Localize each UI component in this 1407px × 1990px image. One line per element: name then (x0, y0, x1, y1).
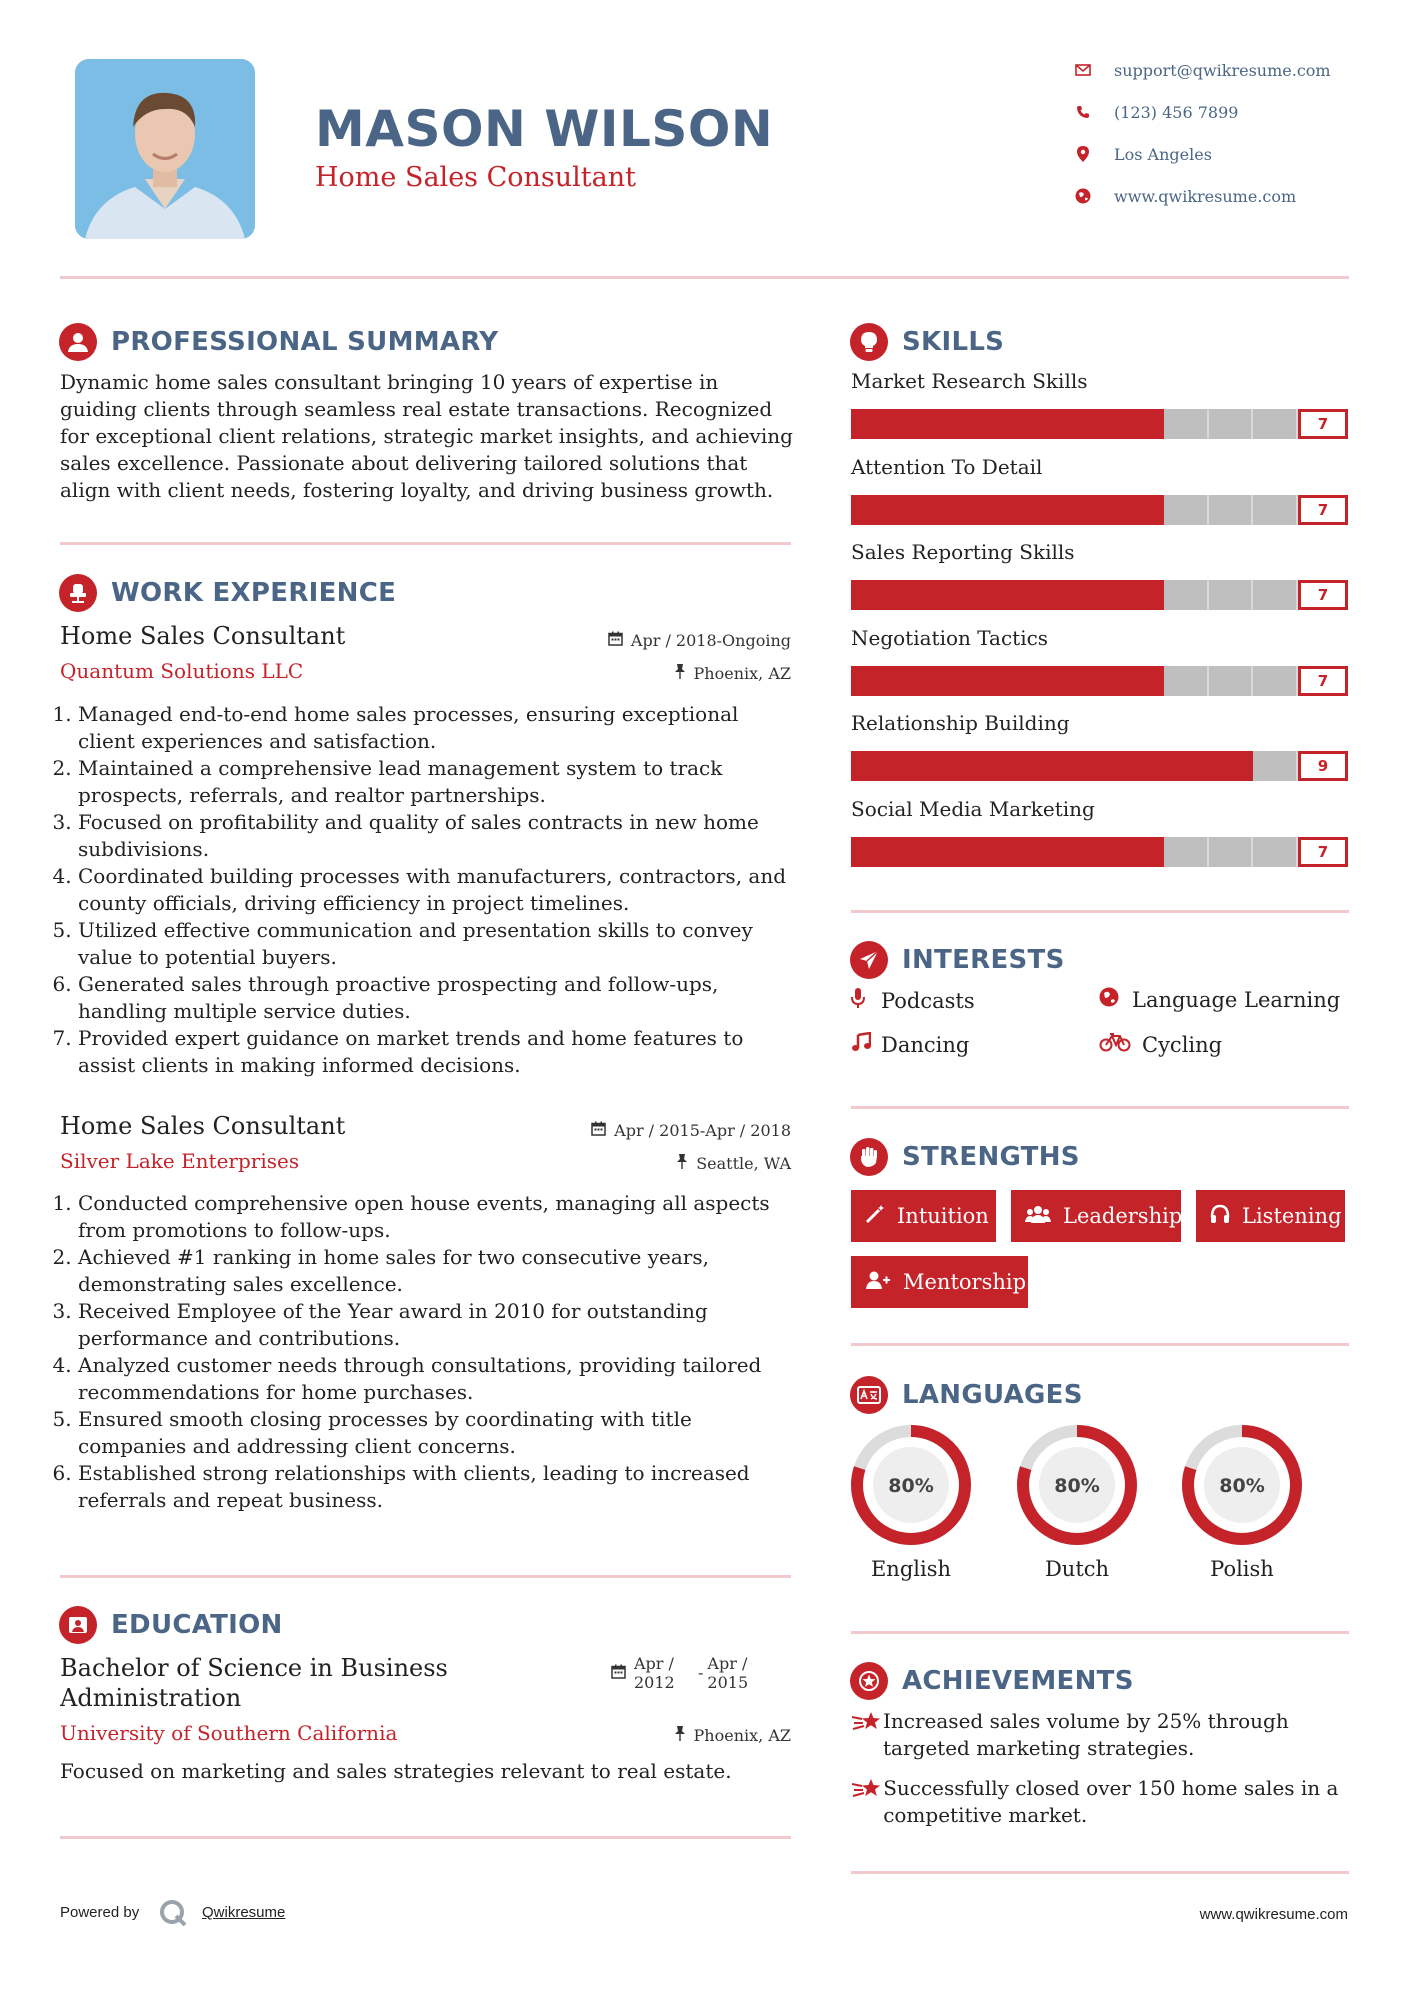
skill-segment (1074, 837, 1119, 867)
language-ring (849, 1423, 973, 1547)
skill-segment (1074, 409, 1119, 439)
experience-divider (60, 1575, 791, 1578)
powered-by-text: Powered by (60, 1904, 140, 1921)
language-percent: 80% (1054, 1475, 1100, 1497)
skill-name: Sales Reporting Skills (851, 540, 1075, 564)
skill-segment (1119, 409, 1164, 439)
experience-heading (59, 574, 396, 612)
achievement-text: Successfully closed over 150 home sales in a competitive market. (883, 1776, 1339, 1827)
skill-segment (896, 666, 941, 696)
skill-segment (985, 495, 1030, 525)
list-item: 1. Managed end-to-end home sales processes, ensuring exceptional client experiences and satisfaction. (78, 701, 795, 755)
skill-segment (985, 666, 1030, 696)
music-note-icon (851, 1032, 881, 1057)
skill-segment (1209, 409, 1254, 439)
skill-segment (1209, 751, 1254, 781)
skill-name: Negotiation Tactics (851, 625, 1049, 650)
skill-segment (940, 751, 985, 781)
education-degree: Bachelor of Science in Business Administration (60, 1654, 448, 1712)
education-dates (611, 1654, 759, 1692)
skill-segment (896, 580, 941, 610)
skill-segment (1119, 837, 1164, 867)
interest-label: Podcasts (881, 988, 975, 1013)
skill-bar (851, 751, 1298, 781)
skills-heading (850, 323, 1004, 361)
strength-listening (1196, 1190, 1345, 1242)
strength-leadership (1011, 1190, 1181, 1242)
globe-icon (1099, 987, 1132, 1012)
skills-title: SKILLS (902, 327, 1005, 357)
skill-segment (1253, 666, 1298, 696)
header-divider (60, 276, 1349, 279)
job-1-dates-text: Apr / 2018-Ongoing (630, 631, 791, 650)
shooting-star-icon (851, 1708, 883, 1762)
skill-segment (896, 751, 941, 781)
map-pin-icon (1070, 146, 1096, 162)
skill-score: 7 (1298, 580, 1348, 610)
contact-website-text: www.qwikresume.com (1114, 186, 1297, 206)
skill-segment (851, 751, 896, 781)
skill-segment (1030, 409, 1075, 439)
fist-icon (850, 1138, 888, 1176)
job-1-location (674, 664, 791, 683)
graduate-icon (59, 1606, 97, 1644)
interest-podcasts (851, 987, 975, 1014)
summary-divider (60, 542, 791, 545)
skill-segment (851, 409, 896, 439)
footer-url[interactable]: www.qwikresume.com (1199, 1906, 1348, 1923)
interests-divider (851, 1106, 1349, 1109)
skill-bar (851, 409, 1298, 439)
list-item: 7. Provided expert guidance on market trends and home features to assist clients in making informed decisions. (78, 1025, 795, 1079)
skill-segment (1253, 837, 1298, 867)
skill-bar (851, 666, 1298, 696)
skill-score: 7 (1298, 495, 1348, 525)
list-item: 5. Utilized effective communication and presentation skills to convey value to potential buyers. (78, 917, 795, 971)
skill-segment (1164, 580, 1209, 610)
skill-segment (1074, 751, 1119, 781)
experience-title: WORK EXPERIENCE (111, 578, 397, 608)
skill-segment (1119, 666, 1164, 696)
language-ring (1180, 1423, 1304, 1547)
strength-label: Listening (1242, 1204, 1342, 1228)
interest-language-learning (1099, 987, 1340, 1012)
skill-segment (1030, 751, 1075, 781)
language-ring (1015, 1423, 1139, 1547)
achievements-title: ACHIEVEMENTS (902, 1666, 1134, 1696)
skill-segment (1164, 409, 1209, 439)
strengths-heading (850, 1138, 1080, 1176)
summary-heading (59, 323, 498, 361)
contact-website[interactable] (1070, 181, 1296, 211)
job-2-dates-text: Apr / 2015-Apr / 2018 (614, 1121, 791, 1140)
skill-score: 7 (1298, 409, 1348, 439)
interest-cycling (1099, 1032, 1222, 1057)
skill-segment (985, 751, 1030, 781)
achievements-divider (851, 1871, 1349, 1874)
education-title: EDUCATION (111, 1610, 283, 1640)
headphones-icon (1210, 1204, 1230, 1229)
skill-segment (1074, 495, 1119, 525)
skill-segment (940, 666, 985, 696)
skill-segment (896, 837, 941, 867)
bicycle-icon (1099, 1032, 1142, 1057)
job-2-dates (591, 1121, 791, 1140)
skill-segment (940, 837, 985, 867)
list-item: 5. Ensured smooth closing processes by coordinating with title companies and addressing client concerns. (78, 1406, 795, 1460)
strengths-title: STRENGTHS (902, 1142, 1080, 1172)
skill-segment (1164, 666, 1209, 696)
job-2-location (676, 1154, 791, 1173)
skill-segment (1253, 751, 1298, 781)
list-item: 6. Generated sales through proactive prospecting and follow-ups, handling multiple service duties. (78, 971, 795, 1025)
languages-divider (851, 1631, 1349, 1634)
job-2-title: Home Sales Consultant (60, 1112, 346, 1140)
strength-mentorship (851, 1256, 1028, 1308)
strength-intuition (851, 1190, 996, 1242)
skill-name: Market Research Skills (851, 369, 1088, 393)
skill-segment (1209, 580, 1254, 610)
profile-photo (75, 59, 255, 239)
user-plus-icon (865, 1270, 891, 1295)
job-1-location-text: Phoenix, AZ (693, 664, 791, 683)
skill-segment (940, 409, 985, 439)
languages-title: LANGUAGES (902, 1380, 1083, 1410)
language-percent: 80% (1219, 1475, 1265, 1497)
interest-label: Cycling (1142, 1032, 1223, 1057)
interests-title: INTERESTS (902, 945, 1065, 975)
skill-segment (1030, 495, 1075, 525)
skill-segment (896, 409, 941, 439)
pushpin-icon (676, 1154, 688, 1173)
skill-segment (940, 580, 985, 610)
skill-segment (1209, 495, 1254, 525)
list-item: 3. Received Employee of the Year award in 2010 for outstanding performance and contributions. (78, 1298, 795, 1352)
candidate-title: Home Sales Consultant (315, 162, 636, 193)
skill-segment (1030, 580, 1075, 610)
skill-score: 7 (1298, 666, 1348, 696)
skill-score: 7 (1298, 837, 1348, 867)
strength-label: Intuition (897, 1204, 989, 1228)
interests-heading (850, 941, 1065, 979)
education-date-end: Apr / 2015 (707, 1654, 749, 1692)
skill-segment (1209, 666, 1254, 696)
contact-email[interactable] (1070, 55, 1331, 85)
skill-bar (851, 495, 1298, 525)
skill-segment (1074, 666, 1119, 696)
skill-segment (1030, 837, 1075, 867)
pushpin-icon (674, 1726, 686, 1745)
list-item: 6. Established strong relationships with clients, leading to increased referrals and repeat business. (78, 1460, 795, 1514)
summary-text: Dynamic home sales consultant bringing 10 years of expertise in guiding clients through seamless real estate transactions. Recognized for exceptional client relations, strategic market insights, and achieving sales excellence. Passionate about delivering tailored solutions that align with client needs, fostering loyalty, and driving business growth. (60, 370, 793, 502)
strength-label: Mentorship (903, 1270, 1027, 1294)
skill-segment (1030, 666, 1075, 696)
achievements-heading (850, 1662, 1134, 1700)
shooting-star-icon (851, 1775, 883, 1829)
list-item: 4. Analyzed customer needs through consultations, providing tailored recommendations for home purchases. (78, 1352, 795, 1406)
language-name: English (870, 1557, 952, 1581)
skill-segment (940, 495, 985, 525)
skill-segment (1209, 837, 1254, 867)
microphone-icon (851, 987, 881, 1014)
interest-label: Language Learning (1132, 987, 1341, 1012)
phone-icon (1070, 105, 1096, 119)
contact-phone[interactable] (1070, 97, 1238, 127)
list-item: 3. Focused on profitability and quality of sales contracts in new home subdivisions. (78, 809, 795, 863)
skill-segment (1253, 580, 1298, 610)
skill-bar (851, 580, 1298, 610)
skill-segment (851, 580, 896, 610)
education-location-text: Phoenix, AZ (693, 1726, 791, 1745)
office-chair-icon (59, 574, 97, 612)
skill-bar (851, 837, 1298, 867)
list-item: 2. Maintained a comprehensive lead management system to track prospects, referrals, and realtor partnerships. (78, 755, 795, 809)
contact-location-text: Los Angeles (1114, 144, 1212, 164)
achievement-text: Increased sales volume by 25% through targeted marketing strategies. (883, 1709, 1289, 1760)
contact-location (1070, 139, 1212, 169)
strengths-divider (851, 1343, 1349, 1346)
skill-segment (1164, 495, 1209, 525)
language-percent: 80% (888, 1475, 934, 1497)
education-school: University of Southern California (60, 1721, 398, 1745)
job-2-company: Silver Lake Enterprises (60, 1149, 300, 1173)
job-1-dates (608, 631, 791, 650)
education-location (674, 1726, 791, 1745)
skills-divider (851, 910, 1349, 913)
calendar-icon (611, 1664, 626, 1683)
strength-label: Leadership (1063, 1204, 1183, 1228)
paper-plane-icon (850, 941, 888, 979)
calendar-icon (608, 631, 623, 650)
lightbulb-icon (850, 323, 888, 361)
education-description: Focused on marketing and sales strategies relevant to real estate. (60, 1759, 732, 1783)
education-date-start: Apr / 2012 (634, 1654, 675, 1692)
calendar-icon (591, 1121, 606, 1140)
skill-segment (1074, 580, 1119, 610)
magic-wand-icon (865, 1204, 885, 1229)
skill-segment (851, 666, 896, 696)
language-name: Dutch (1044, 1557, 1110, 1581)
education-heading (59, 1606, 283, 1644)
qwikresume-link[interactable]: Qwikresume (202, 1904, 286, 1921)
job-1-title: Home Sales Consultant (60, 622, 346, 650)
list-item: 2. Achieved #1 ranking in home sales for two consecutive years, demonstrating sales excellence. (78, 1244, 795, 1298)
job-2-location-text: Seattle, WA (696, 1154, 791, 1173)
education-divider (60, 1836, 791, 1839)
skill-segment (1119, 580, 1164, 610)
interest-dancing (851, 1032, 969, 1057)
qwikresume-logo-icon (158, 1898, 188, 1932)
skill-segment (851, 837, 896, 867)
translate-icon (850, 1376, 888, 1414)
candidate-name: MASON WILSON (315, 100, 774, 158)
skill-name: Attention To Detail (851, 454, 1043, 479)
date-separator: - (698, 1663, 704, 1682)
users-icon (1025, 1204, 1051, 1229)
skill-score: 9 (1298, 751, 1348, 781)
job-2-bullets (60, 1190, 795, 1514)
skill-segment (985, 409, 1030, 439)
achievement-item-2 (851, 1775, 1349, 1829)
skill-segment (1119, 495, 1164, 525)
job-1-bullets (60, 701, 795, 1079)
summary-title: PROFESSIONAL SUMMARY (111, 327, 499, 357)
list-item: 4. Coordinated building processes with manufacturers, contractors, and county officials, driving efficiency in project timelines. (78, 863, 795, 917)
skill-segment (1253, 495, 1298, 525)
language-name: Polish (1210, 1557, 1274, 1581)
contact-phone-text: (123) 456 7899 (1114, 102, 1239, 122)
skill-segment (1253, 409, 1298, 439)
globe-icon (1070, 188, 1096, 204)
contact-email-text: support@qwikresume.com (1114, 60, 1331, 80)
list-item: 1. Conducted comprehensive open house events, managing all aspects from promotions to follow-ups. (78, 1190, 795, 1244)
skill-segment (1164, 837, 1209, 867)
skill-segment (851, 495, 896, 525)
skill-segment (985, 837, 1030, 867)
job-1-company: Quantum Solutions LLC (60, 659, 304, 683)
skill-name: Social Media Marketing (851, 796, 1095, 821)
user-circle-icon (59, 323, 97, 361)
skill-segment (985, 580, 1030, 610)
skill-segment (896, 495, 941, 525)
envelope-icon (1070, 64, 1096, 76)
skill-segment (1119, 751, 1164, 781)
star-badge-icon (850, 1662, 888, 1700)
languages-heading (850, 1376, 1083, 1414)
achievement-item-1 (851, 1708, 1349, 1762)
interest-label: Dancing (881, 1032, 970, 1057)
skill-name: Relationship Building (851, 711, 1070, 735)
skill-segment (1164, 751, 1209, 781)
pushpin-icon (674, 664, 686, 683)
